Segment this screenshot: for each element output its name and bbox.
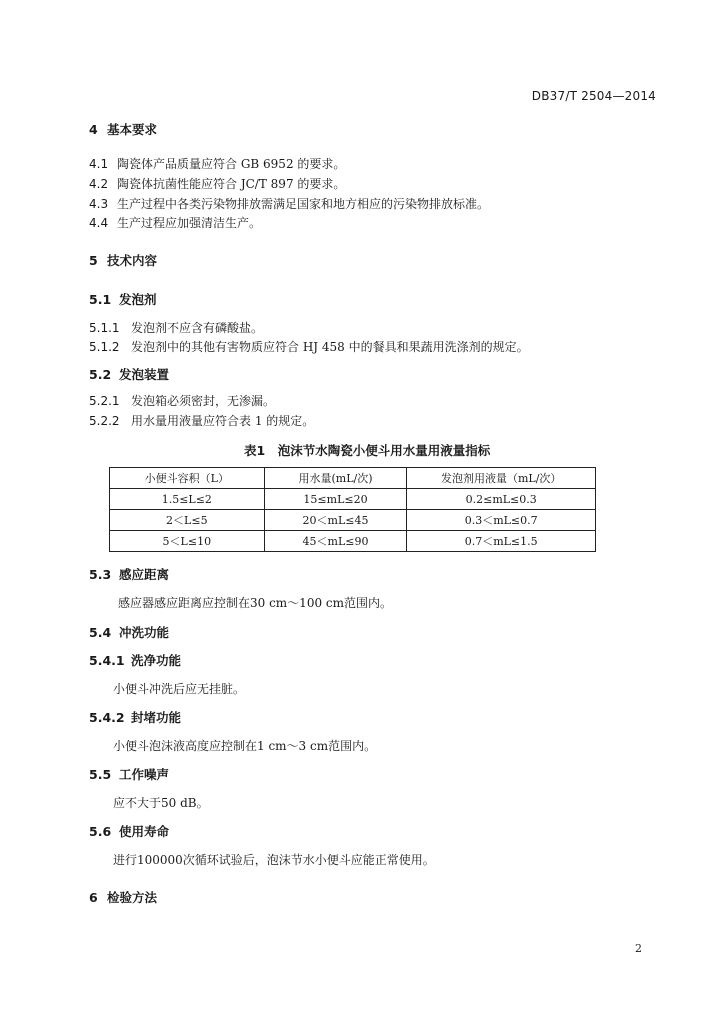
table-cell: 15≤mL≤20 bbox=[264, 489, 407, 510]
section-5-5-heading bbox=[89, 765, 169, 783]
clause-number: 5.1.2 bbox=[89, 340, 120, 354]
clause-text: 生产过程应加强清洁生产。 bbox=[117, 216, 262, 230]
section-title: 洗净功能 bbox=[131, 653, 182, 668]
section-title: 工作噪声 bbox=[119, 767, 170, 782]
table-cell: 45＜mL≤90 bbox=[264, 531, 407, 552]
section-5-4-1-text: 小便斗冲洗后应无挂脏。 bbox=[113, 682, 246, 696]
table-cell: 0.3＜mL≤0.7 bbox=[407, 510, 596, 531]
clause-text: 用水量用液量应符合表 1 的规定。 bbox=[131, 414, 315, 428]
section-number: 6 bbox=[89, 890, 98, 905]
clause-5-1-1 bbox=[89, 319, 263, 336]
clause-number: 5.1.1 bbox=[89, 321, 120, 335]
section-number: 5.4.1 bbox=[89, 653, 125, 668]
section-6-heading bbox=[89, 888, 157, 906]
section-number: 5.1 bbox=[89, 292, 112, 307]
clause-4-1 bbox=[89, 155, 345, 172]
clause-text: 发泡剂中的其他有害物质应符合 HJ 458 中的餐具和果蔬用洗涤剂的规定。 bbox=[131, 340, 529, 354]
section-number: 5.3 bbox=[89, 567, 112, 582]
clause-text: 陶瓷体产品质量应符合 GB 6952 的要求。 bbox=[117, 157, 346, 171]
table-cell: 0.7＜mL≤1.5 bbox=[407, 531, 596, 552]
document-header-id: DB37/T 2504—2014 bbox=[531, 89, 656, 103]
clause-number: 5.2.1 bbox=[89, 394, 120, 408]
section-title: 基本要求 bbox=[107, 122, 158, 137]
table-header-cell: 发泡剂用液量（mL/次） bbox=[407, 468, 596, 489]
section-5-1-heading bbox=[89, 290, 157, 308]
clause-number: 4.4 bbox=[89, 216, 109, 230]
clause-text: 生产过程中各类污染物排放需满足国家和地方相应的污染物排放标准。 bbox=[117, 197, 490, 211]
section-title: 封堵功能 bbox=[131, 710, 182, 725]
section-number: 5.4 bbox=[89, 625, 112, 640]
section-5-3-heading bbox=[89, 565, 169, 583]
clause-number: 4.2 bbox=[89, 177, 109, 191]
section-5-heading bbox=[89, 251, 157, 269]
section-5-6-heading bbox=[89, 822, 169, 840]
section-5-6-text: 进行100000次循环试验后，泡沫节水小便斗应能正常使用。 bbox=[113, 853, 435, 867]
section-title: 技术内容 bbox=[107, 253, 158, 268]
table-cell: 20＜mL≤45 bbox=[264, 510, 407, 531]
section-5-4-2-text: 小便斗泡沫液高度应控制在1 cm～3 cm范围内。 bbox=[113, 739, 377, 753]
clause-text: 发泡剂不应含有磷酸盐。 bbox=[131, 321, 264, 335]
section-5-4-heading bbox=[89, 623, 169, 641]
table-header-cell: 用水量(mL/次) bbox=[264, 468, 407, 489]
clause-number: 4.3 bbox=[89, 197, 109, 211]
section-4-heading bbox=[89, 120, 157, 138]
table-cell: 5＜L≤10 bbox=[110, 531, 265, 552]
table-cell: 2＜L≤5 bbox=[110, 510, 265, 531]
section-title: 发泡剂 bbox=[119, 292, 157, 307]
section-title: 感应距离 bbox=[119, 567, 170, 582]
table-header-row bbox=[110, 468, 596, 489]
section-title: 使用寿命 bbox=[119, 824, 170, 839]
section-number: 5.5 bbox=[89, 767, 112, 782]
page-number: 2 bbox=[635, 942, 642, 955]
table-caption: 表1 泡沫节水陶瓷小便斗用水量用液量指标 bbox=[244, 443, 491, 458]
section-title: 发泡装置 bbox=[119, 367, 170, 382]
section-title: 检验方法 bbox=[107, 890, 158, 905]
table-header-cell: 小便斗容积（L） bbox=[110, 468, 265, 489]
table-cell: 0.2≤mL≤0.3 bbox=[407, 489, 596, 510]
clause-number: 4.1 bbox=[89, 157, 109, 171]
section-5-5-text: 应不大于50 dB。 bbox=[113, 796, 209, 810]
clause-text: 发泡箱必须密封，无渗漏。 bbox=[131, 394, 276, 408]
table-row bbox=[110, 489, 596, 510]
clause-4-3 bbox=[89, 195, 489, 212]
clause-number: 5.2.2 bbox=[89, 414, 120, 428]
section-number: 5.4.2 bbox=[89, 710, 125, 725]
section-5-4-1-heading bbox=[89, 651, 181, 669]
section-5-4-2-heading bbox=[89, 708, 181, 726]
clause-5-2-1 bbox=[89, 392, 275, 409]
table-row bbox=[110, 510, 596, 531]
clause-5-1-2 bbox=[89, 338, 529, 355]
consumption-table bbox=[109, 467, 596, 552]
section-number: 5.2 bbox=[89, 367, 112, 382]
section-number: 4 bbox=[89, 122, 98, 137]
section-5-2-heading bbox=[89, 365, 169, 383]
clause-5-2-2 bbox=[89, 412, 314, 429]
clause-text: 陶瓷体抗菌性能应符合 JC/T 897 的要求。 bbox=[117, 177, 346, 191]
section-title: 冲洗功能 bbox=[119, 625, 170, 640]
table-row bbox=[110, 531, 596, 552]
section-number: 5.6 bbox=[89, 824, 112, 839]
clause-4-4 bbox=[89, 214, 261, 231]
clause-4-2 bbox=[89, 175, 345, 192]
section-5-3-text: 感应器感应距离应控制在30 cm～100 cm范围内。 bbox=[118, 596, 393, 610]
section-number: 5 bbox=[89, 253, 98, 268]
table-cell: 1.5≤L≤2 bbox=[110, 489, 265, 510]
